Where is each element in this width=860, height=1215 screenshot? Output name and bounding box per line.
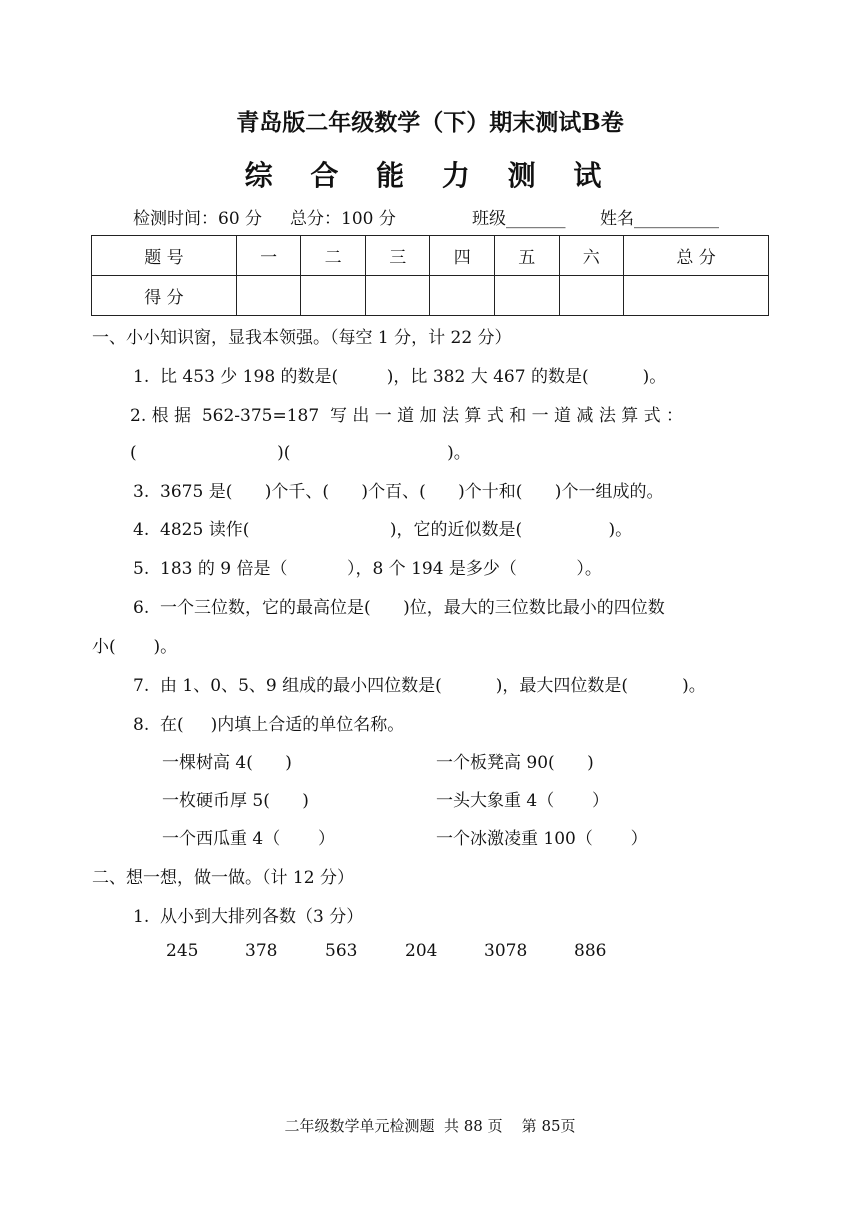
score-input-cell[interactable] bbox=[365, 276, 430, 316]
question-5: 5. 183 的 9 倍是（ ），8 个 194 是多少（ ）。 bbox=[133, 559, 602, 579]
score-table bbox=[91, 235, 769, 316]
score-table-score-row bbox=[92, 276, 769, 316]
question-3: 3. 3675 是( )个千、( )个百、( )个十和( )个一组成的。 bbox=[133, 482, 664, 502]
score-table-cell: 四 bbox=[430, 236, 495, 276]
unit-item: 一棵树高 4( ) bbox=[162, 753, 292, 773]
question-2-line2: ( )( )。 bbox=[130, 443, 471, 463]
section1-heading: 一、小小知识窗，显我本领强。（每空 1 分，计 22 分） bbox=[92, 328, 512, 348]
number-item: 886 bbox=[574, 941, 607, 961]
number-item: 378 bbox=[245, 941, 278, 961]
question-6-line1: 6. 一个三位数，它的最高位是( )位，最大的三位数比最小的四位数 bbox=[133, 598, 665, 618]
score-input-cell[interactable] bbox=[430, 276, 495, 316]
score-table-cell: 二 bbox=[301, 236, 366, 276]
class-field: 班级_______ bbox=[472, 209, 566, 229]
score-table-cell: 一 bbox=[236, 236, 301, 276]
section2-question-1: 1. 从小到大排列各数（3 分） bbox=[133, 907, 364, 927]
score-table-cell: 三 bbox=[365, 236, 430, 276]
score-input-cell[interactable] bbox=[559, 276, 624, 316]
unit-item: 一个板凳高 90( ) bbox=[436, 753, 594, 773]
question-1: 1. 比 453 少 198 的数是( )，比 382 大 467 的数是( )。 bbox=[133, 367, 667, 387]
number-item: 204 bbox=[405, 941, 438, 961]
score-table-cell: 题 号 bbox=[92, 236, 237, 276]
score-table-header-row bbox=[92, 236, 769, 276]
score-table-cell: 五 bbox=[495, 236, 560, 276]
page-footer: 二年级数学单元检测题 共 88 页 第 85页 bbox=[284, 1117, 576, 1135]
page-subtitle: 综 合 能 力 测 试 bbox=[244, 159, 616, 192]
unit-item: 一个西瓜重 4（ ） bbox=[162, 829, 336, 849]
score-input-cell[interactable] bbox=[495, 276, 560, 316]
page-title: 青岛版二年级数学（下）期末测试B卷 bbox=[236, 109, 624, 136]
number-item: 3078 bbox=[484, 941, 528, 961]
question-7: 7. 由 1、0、5、9 组成的最小四位数是( )，最大四位数是( )。 bbox=[133, 676, 706, 696]
name-field: 姓名__________ bbox=[600, 209, 719, 229]
score-table-cell: 总 分 bbox=[624, 236, 769, 276]
unit-item: 一个冰激凌重 100（ ） bbox=[436, 829, 648, 849]
question-8: 8. 在( )内填上合适的单位名称。 bbox=[133, 715, 405, 735]
total-score: 总分：100 分 bbox=[290, 209, 396, 229]
score-row-label: 得 分 bbox=[92, 276, 237, 316]
score-input-cell[interactable] bbox=[301, 276, 366, 316]
score-input-cell[interactable] bbox=[624, 276, 769, 316]
question-4: 4. 4825 读作( )，它的近似数是( )。 bbox=[133, 520, 633, 540]
unit-item: 一头大象重 4（ ） bbox=[436, 791, 610, 811]
unit-item: 一枚硬币厚 5( ) bbox=[162, 791, 309, 811]
question-6-line2: 小( )。 bbox=[92, 637, 178, 657]
score-table-cell: 六 bbox=[559, 236, 624, 276]
score-input-cell[interactable] bbox=[236, 276, 301, 316]
number-item: 245 bbox=[166, 941, 199, 961]
question-2-line1: 2. 根 据 562-375=187 写 出 一 道 加 法 算 式 和 一 道 减 法 算 式 ： bbox=[130, 406, 684, 426]
number-item: 563 bbox=[325, 941, 358, 961]
section2-heading: 二、想一想，做一做。（计 12 分） bbox=[92, 868, 354, 888]
test-time: 检测时间：60 分 bbox=[133, 209, 263, 229]
